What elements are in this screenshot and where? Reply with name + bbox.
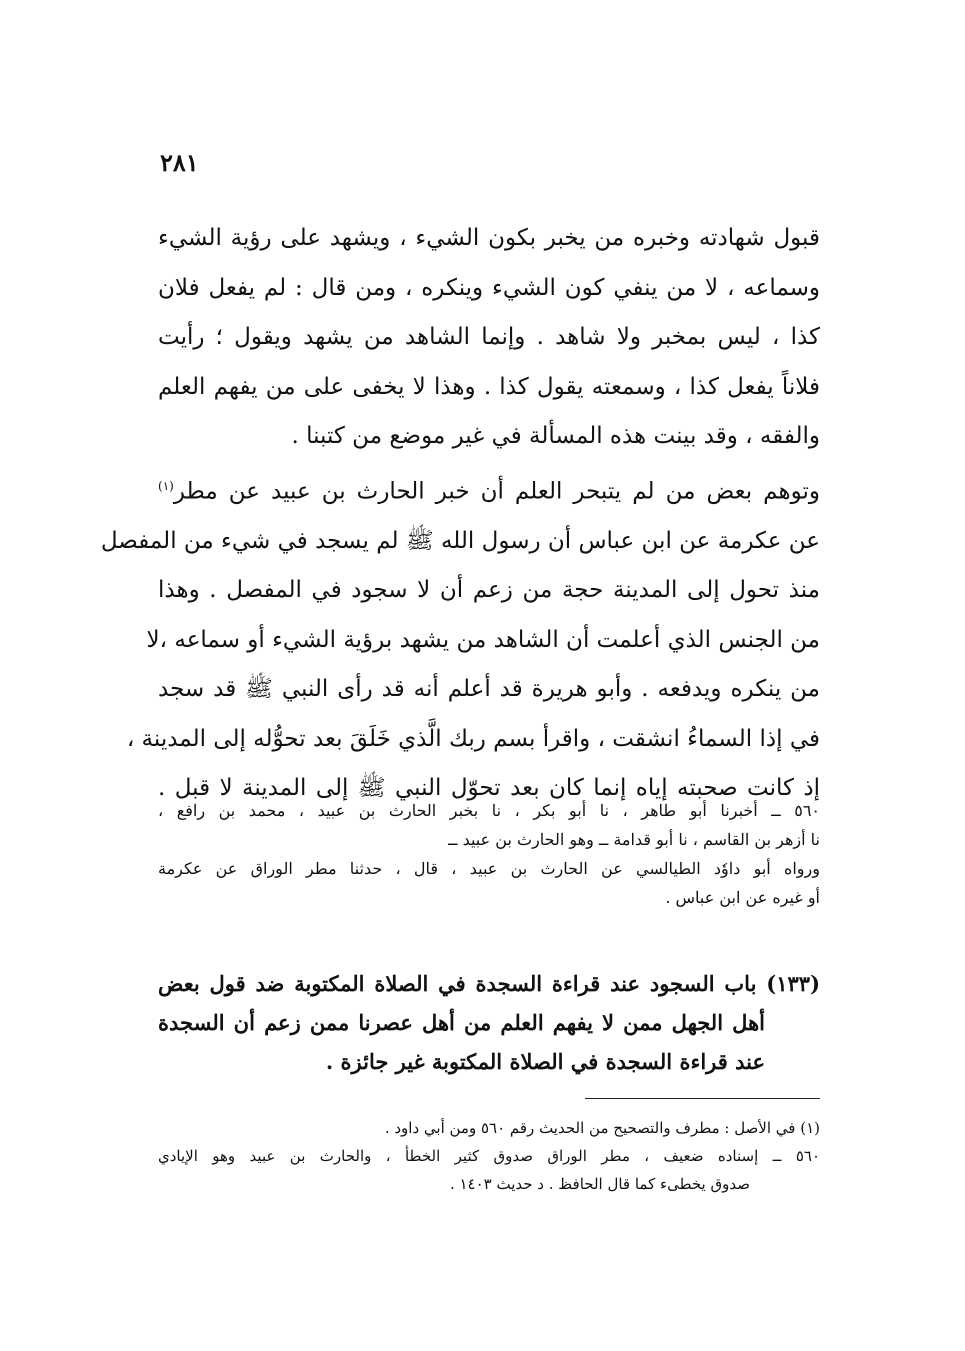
footnotes bbox=[158, 1114, 820, 1198]
footnote-2: ٥٦٠ ــ إسناده ضعيف ، مطر الوراق صدوق كثير الخطأ ، والحارث بن عبيد وهو الإيادي bbox=[158, 1147, 820, 1165]
main-text-line-5: والفقه ، وقد بينت هذه المسألة في غير موضع من كتبنا . bbox=[291, 423, 820, 449]
main-text-line-8: منذ تحول إلى المدينة حجة من زعم أن لا سجود في المفصل . وهذا bbox=[158, 577, 820, 604]
main-text-line-4: فلاناً يفعل كذا ، وسمعته يقول كذا . وهذا لا يخفى على من يفهم العلم bbox=[158, 373, 820, 400]
hadith-560 bbox=[158, 796, 820, 912]
main-text-line-10: من ينكره ويدفعه . وأبو هريرة قد أعلم أنه قد رأى النبي ﷺ قد سجد bbox=[158, 676, 820, 703]
hadith-line-4: أو غيره عن ابن عباس . bbox=[665, 888, 820, 907]
main-text bbox=[100, 214, 820, 814]
main-text-line-12: إذ كانت صحبته إياه إنما كان بعد تحوّل النبي ﷺ إلى المدينة لا قبل . bbox=[158, 775, 820, 802]
chapter-heading-line-3: عند قراءة السجدة في الصلاة المكتوبة غير جائزة . bbox=[325, 1049, 765, 1074]
main-text-line-3: كذا ، ليس بمخبر ولا شاهد . وإنما الشاهد من يشهد ويقول ؛ رأيت bbox=[158, 324, 820, 350]
chapter-heading-line-2: أهل الجهل ممن لا يفهم العلم من أهل عصرنا ممن زعم أن السجدة bbox=[158, 1010, 765, 1035]
main-text-line-7: عن عكرمة عن ابن عباس أن رسول الله ﷺ لم يسجد في شيء من المفصل bbox=[100, 527, 820, 554]
chapter-heading-line-1: (١٣٣) باب السجود عند قراءة السجدة في الصلاة المكتوبة ضد قول بعض bbox=[158, 971, 820, 996]
main-text-line-2: وسماعه ، لا من ينفي كون الشيء وينكره ، ومن قال : لم يفعل فلان bbox=[158, 274, 820, 301]
main-text-line-6 bbox=[158, 462, 820, 517]
hadith-line-2: نا أزهر بن القاسم ، نا أبو قدامة ــ وهو الحارث بن عبيد ــ bbox=[448, 830, 820, 849]
footnote-marker: (١) bbox=[158, 478, 174, 493]
main-text-line-1: قبول شهادته وخبره من يخبر بكون الشيء ، ويشهد على رؤية الشيء bbox=[158, 225, 820, 251]
main-text-line-6-text: وتوهم بعض من لم يتبحر العلم أن خبر الحارث بن عبيد عن مطر bbox=[173, 478, 820, 505]
footnote-divider bbox=[585, 1098, 820, 1099]
main-text-line-9: من الجنس الذي أعلمت أن الشاهد من يشهد برؤية الشيء أو سماعه ،لا bbox=[146, 626, 820, 653]
main-text-line-11: في إذا السماءُ انشقت ، واقرأ بسم ربك الَّذي خَلَقَ بعد تحوُّله إلى المدينة ، bbox=[126, 725, 820, 752]
footnote-1: (١) في الأصل : مطرف والتصحيح من الحديث رقم ٥٦٠ ومن أبي داود . bbox=[384, 1119, 820, 1137]
chapter-heading bbox=[158, 964, 820, 1081]
hadith-line-1: ٥٦٠ ــ أخبرنا أبو طاهر ، نا أبو بكر ، نا بخبر الحارث بن عبيد ، محمد بن رافع ، bbox=[158, 801, 820, 820]
page-number: ٢٨١ bbox=[160, 148, 199, 177]
footnote-2-continued: صدوق يخطىء كما قال الحافظ . د حديث ١٤٠٣ . bbox=[449, 1175, 750, 1193]
hadith-line-3: ورواه أبو داوٗد الطيالسي عن الحارث بن عبيد ، قال ، حدثنا مطر الوراق عن عكرمة bbox=[158, 859, 820, 878]
